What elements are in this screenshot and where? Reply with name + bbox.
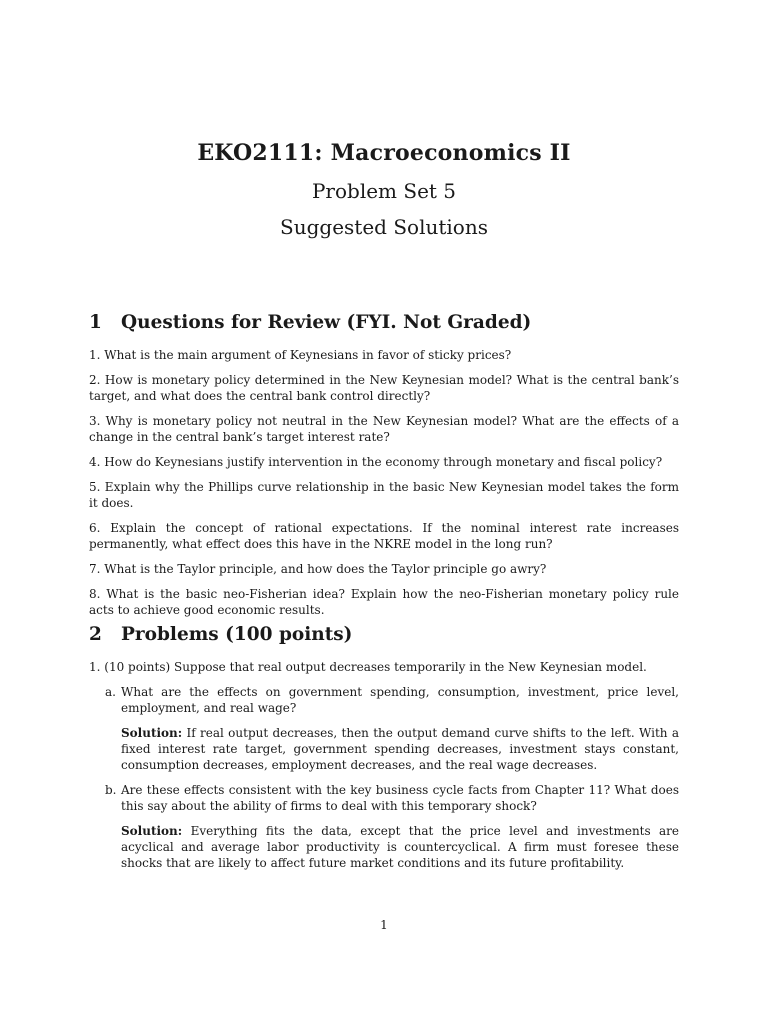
section-number: 1 bbox=[89, 312, 102, 333]
section-heading bbox=[89, 312, 679, 333]
solution-text: Everything fits the data, except that the price level and investments are acyclical and average labor productivity is countercyclical. A firm must foresee these shocks that are likely to affect future market conditions and its future profitability. bbox=[121, 824, 679, 870]
solution-text: If real output decreases, then the output demand curve shifts to the left. With a fixed interest rate target, government spending decreases, investment stays constant, consumption decreases, employment decreases, and the real wage decreases. bbox=[121, 726, 679, 772]
review-question: 7. What is the Taylor principle, and how does the Taylor principle go awry? bbox=[89, 562, 547, 576]
problem-statement: 1. (10 points) Suppose that real output decreases temporarily in the New Keynesian model. bbox=[89, 660, 647, 674]
part-question: Are these effects consistent with the key business cycle facts from Chapter 11? What does this say about the ability of firms to deal with this temporary shock? bbox=[121, 783, 679, 813]
review-question: 3. Why is monetary policy not neutral in the New Keynesian model? What are the effects of a change in the central bank’s target interest rate? bbox=[89, 414, 679, 444]
section-title: Questions for Review (FYI. Not Graded) bbox=[121, 312, 532, 333]
solution-label: Solution: bbox=[121, 824, 183, 838]
problem-part-b bbox=[89, 782, 679, 814]
section-title: Problems (100 points) bbox=[121, 624, 353, 645]
review-question: 6. Explain the concept of rational expectations. If the nominal interest rate increases permanently, what effect does this have in the NKRE model in the long run? bbox=[89, 521, 679, 551]
document-subtitle-problem-set: Problem Set 5 bbox=[311, 179, 457, 203]
solution-b bbox=[89, 823, 679, 871]
part-letter: b. bbox=[105, 783, 117, 797]
section-heading bbox=[89, 624, 679, 645]
page-number: 1 bbox=[380, 918, 388, 932]
document-subtitle-solutions: Suggested Solutions bbox=[280, 215, 488, 239]
section-review-questions bbox=[89, 312, 679, 627]
review-question: 8. What is the basic neo-Fisherian idea? Explain how the neo-Fisherian monetary policy rule acts to achieve good economic results. bbox=[89, 587, 679, 617]
document-title: EKO2111: Macroeconomics II bbox=[197, 140, 571, 166]
review-question: 5. Explain why the Phillips curve relationship in the basic New Keynesian model takes the form it does. bbox=[89, 480, 679, 510]
section-problems bbox=[89, 624, 679, 871]
problem-part-a bbox=[89, 684, 679, 716]
part-question: What are the effects on government spending, consumption, investment, price level, employment, and real wage? bbox=[121, 685, 679, 715]
solution-label: Solution: bbox=[121, 726, 183, 740]
section-number: 2 bbox=[89, 624, 102, 645]
solution-a bbox=[89, 725, 679, 773]
part-letter: a. bbox=[105, 685, 116, 699]
review-question: 2. How is monetary policy determined in the New Keynesian model? What is the central bank’s target, and what does the central bank control directly? bbox=[89, 373, 679, 403]
review-question: 4. How do Keynesians justify intervention in the economy through monetary and fiscal policy? bbox=[89, 455, 663, 469]
review-question: 1. What is the main argument of Keynesians in favor of sticky prices? bbox=[89, 348, 512, 362]
